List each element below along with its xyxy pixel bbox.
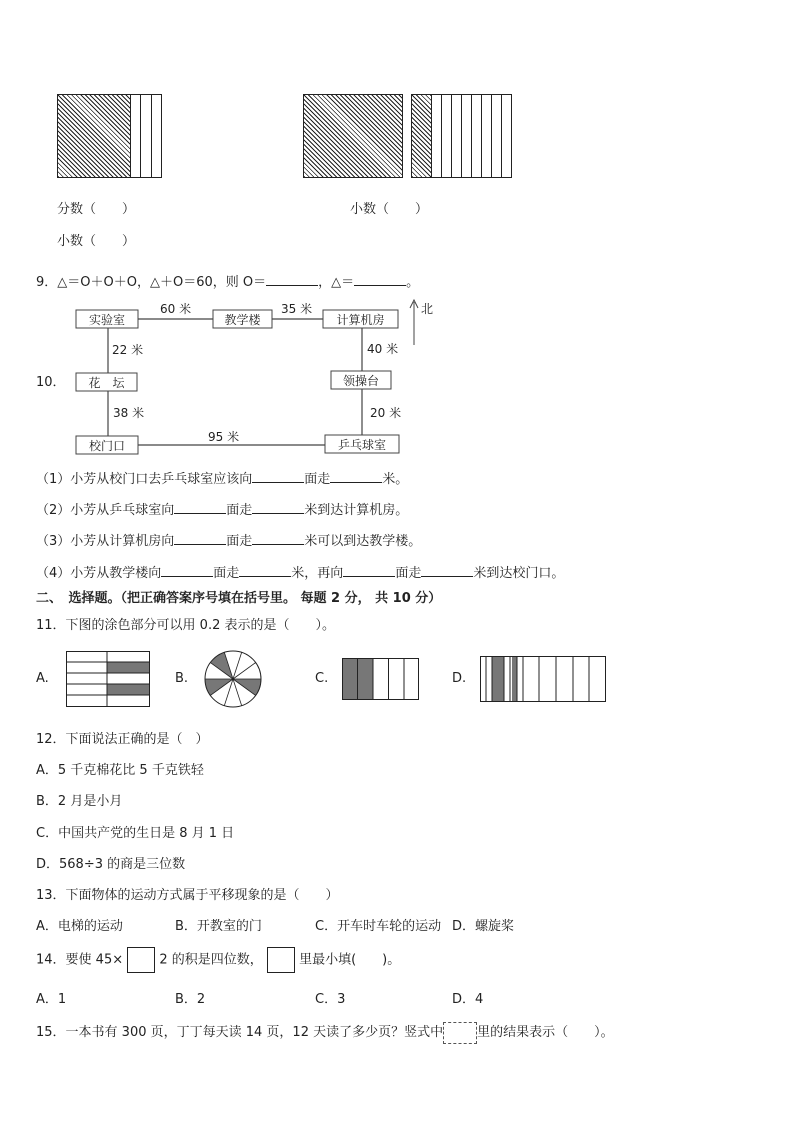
- q14-text-c: 里最小填( )。: [299, 952, 401, 968]
- q15-text-b: 里的结果表示（ ）。: [477, 1025, 614, 1040]
- q10-sub2-text-b: 面走: [226, 503, 253, 518]
- q10-sub2-text-c: 米到达计算机房。: [304, 503, 409, 518]
- q10-sub1-blank-distance[interactable]: [330, 470, 382, 483]
- q8-decimal-label-right: 小数（ ）: [350, 202, 429, 217]
- q9-text-end: 。: [406, 275, 420, 290]
- north-label: 北: [421, 302, 434, 316]
- q12-option-a[interactable]: A．5 千克棉花比 5 千克铁轻: [36, 763, 204, 778]
- q13-text: 13．下面物体的运动方式属于平移现象的是（ ）: [36, 888, 339, 903]
- q10-sub4-blank-direction1[interactable]: [161, 564, 213, 577]
- q9-text-a: △＝O＋O＋O，△＋O＝60，则 O＝: [57, 275, 267, 290]
- q11-option-c-label[interactable]: C.: [315, 671, 329, 686]
- q10-sub4-blank-direction2[interactable]: [343, 564, 395, 577]
- q8-fraction-label: 分数（ ）: [57, 202, 136, 217]
- q10-sub4-text-b: 面走: [213, 566, 240, 581]
- map-distance-teach-computer: 35 米: [281, 302, 313, 316]
- q12-option-c[interactable]: C．中国共产党的生日是 8 月 1 日: [36, 826, 235, 841]
- section2-heading: 二、 选择题。（把正确答案序号填在括号里。 每题 2 分， 共 10 分）: [36, 591, 442, 606]
- q13-option-d[interactable]: D．螺旋桨: [452, 919, 515, 934]
- q10-sub3: [36, 530, 421, 549]
- map-node-school-gate: 校门口: [88, 439, 125, 453]
- q10-sub3-text-b: 面走: [226, 534, 253, 549]
- q15-line: [36, 1021, 614, 1044]
- q14-option-d[interactable]: D．4: [452, 992, 484, 1007]
- map-distance-podium-pingpong: 20 米: [370, 406, 402, 420]
- q10-sub2: [36, 499, 408, 518]
- q10-sub2-blank-direction[interactable]: [174, 501, 226, 514]
- q10-sub2-text-a: （2）小芳从乒乓球室向: [36, 503, 175, 518]
- map-node-pingpong-room: 乒乓球室: [337, 438, 386, 452]
- q14-line: [36, 947, 400, 973]
- q10-sub3-blank-distance[interactable]: [252, 532, 304, 545]
- q10-sub3-text-c: 米可以到达教学楼。: [304, 534, 422, 549]
- q14-box-in-factor[interactable]: [127, 947, 155, 973]
- q11-option-a-label[interactable]: A.: [36, 671, 49, 686]
- q10-sub4-text-e: 米到达校门口。: [473, 566, 565, 581]
- q8-decimal-label-left: 小数（ ）: [57, 234, 136, 249]
- q9-number: 9．: [36, 275, 58, 290]
- q10-sub3-blank-direction[interactable]: [174, 532, 226, 545]
- q10-sub4-blank-distance1[interactable]: [239, 564, 291, 577]
- map-distance-lab-garden: 22 米: [112, 343, 144, 357]
- q13-option-a[interactable]: A．电梯的运动: [36, 919, 123, 934]
- q14-text-b: 2 的积是四位数，: [159, 952, 263, 968]
- q11-option-b-label[interactable]: B.: [175, 671, 189, 686]
- q11-option-d-figure: [480, 656, 608, 703]
- q14-option-b[interactable]: B．2: [175, 992, 206, 1007]
- map-node-garden: 花 坛: [88, 376, 125, 390]
- q11-option-b-figure: [204, 650, 262, 708]
- map-distance-lab-teach: 60 米: [160, 302, 192, 316]
- q10-sub3-text-a: （3）小芳从计算机房向: [36, 534, 175, 549]
- q14-box-reference: [267, 947, 295, 973]
- q14-option-a[interactable]: A．1: [36, 992, 67, 1007]
- map-node-lab: 实验室: [88, 313, 125, 327]
- q10-sub4: [36, 562, 564, 581]
- q10-sub1-text-b: 面走: [304, 472, 331, 487]
- q10-sub4-text-a: （4）小芳从教学楼向: [36, 566, 162, 581]
- q9-text-b: ，△＝: [318, 275, 355, 290]
- q10-sub4-blank-distance2[interactable]: [421, 564, 473, 577]
- q15-text-a: 15．一本书有 300 页，丁丁每天读 14 页，12 天读了多少页？竖式中: [36, 1025, 444, 1040]
- map-node-computer-room: 计算机房: [336, 313, 385, 327]
- q11-option-a-figure: [66, 651, 151, 707]
- q10-sub1-text-a: （1）小芳从校门口去乒乓球室应该向: [36, 472, 253, 487]
- q10-number: 10．: [36, 375, 66, 390]
- q10-map: [0, 0, 793, 470]
- q10-sub1-text-c: 米。: [382, 472, 409, 487]
- map-distance-garden-gate: 38 米: [113, 406, 145, 420]
- q11-option-d-label[interactable]: D.: [452, 671, 467, 686]
- q13-option-b[interactable]: B．开教室的门: [175, 919, 262, 934]
- q11-text: 11．下图的涂色部分可以用 0.2 表示的是（ ）。: [36, 618, 335, 633]
- q11-option-c-figure: [342, 658, 420, 701]
- q12-option-d[interactable]: D．568÷3 的商是三位数: [36, 857, 186, 872]
- map-node-teaching-building: 教学楼: [224, 313, 261, 327]
- q10-sub1: [36, 468, 408, 487]
- q12-text: 12．下面说法正确的是（ ）: [36, 732, 209, 747]
- map-node-podium: 领操台: [342, 374, 379, 388]
- q14-text-a: 14．要使 45×: [36, 952, 124, 968]
- q12-option-b[interactable]: B．2 月是小月: [36, 794, 123, 809]
- q14-option-c[interactable]: C．3: [315, 992, 346, 1007]
- q15-dashed-box: [443, 1022, 477, 1044]
- map-distance-gate-pingpong: 95 米: [208, 430, 240, 444]
- q10-sub4-text-d: 面走: [395, 566, 422, 581]
- q13-option-c[interactable]: C．开车时车轮的运动: [315, 919, 442, 934]
- q10-sub2-blank-distance[interactable]: [252, 501, 304, 514]
- q10-sub4-text-c: 米，再向: [291, 566, 344, 581]
- map-distance-computer-podium: 40 米: [367, 342, 399, 356]
- q10-sub1-blank-direction[interactable]: [252, 470, 304, 483]
